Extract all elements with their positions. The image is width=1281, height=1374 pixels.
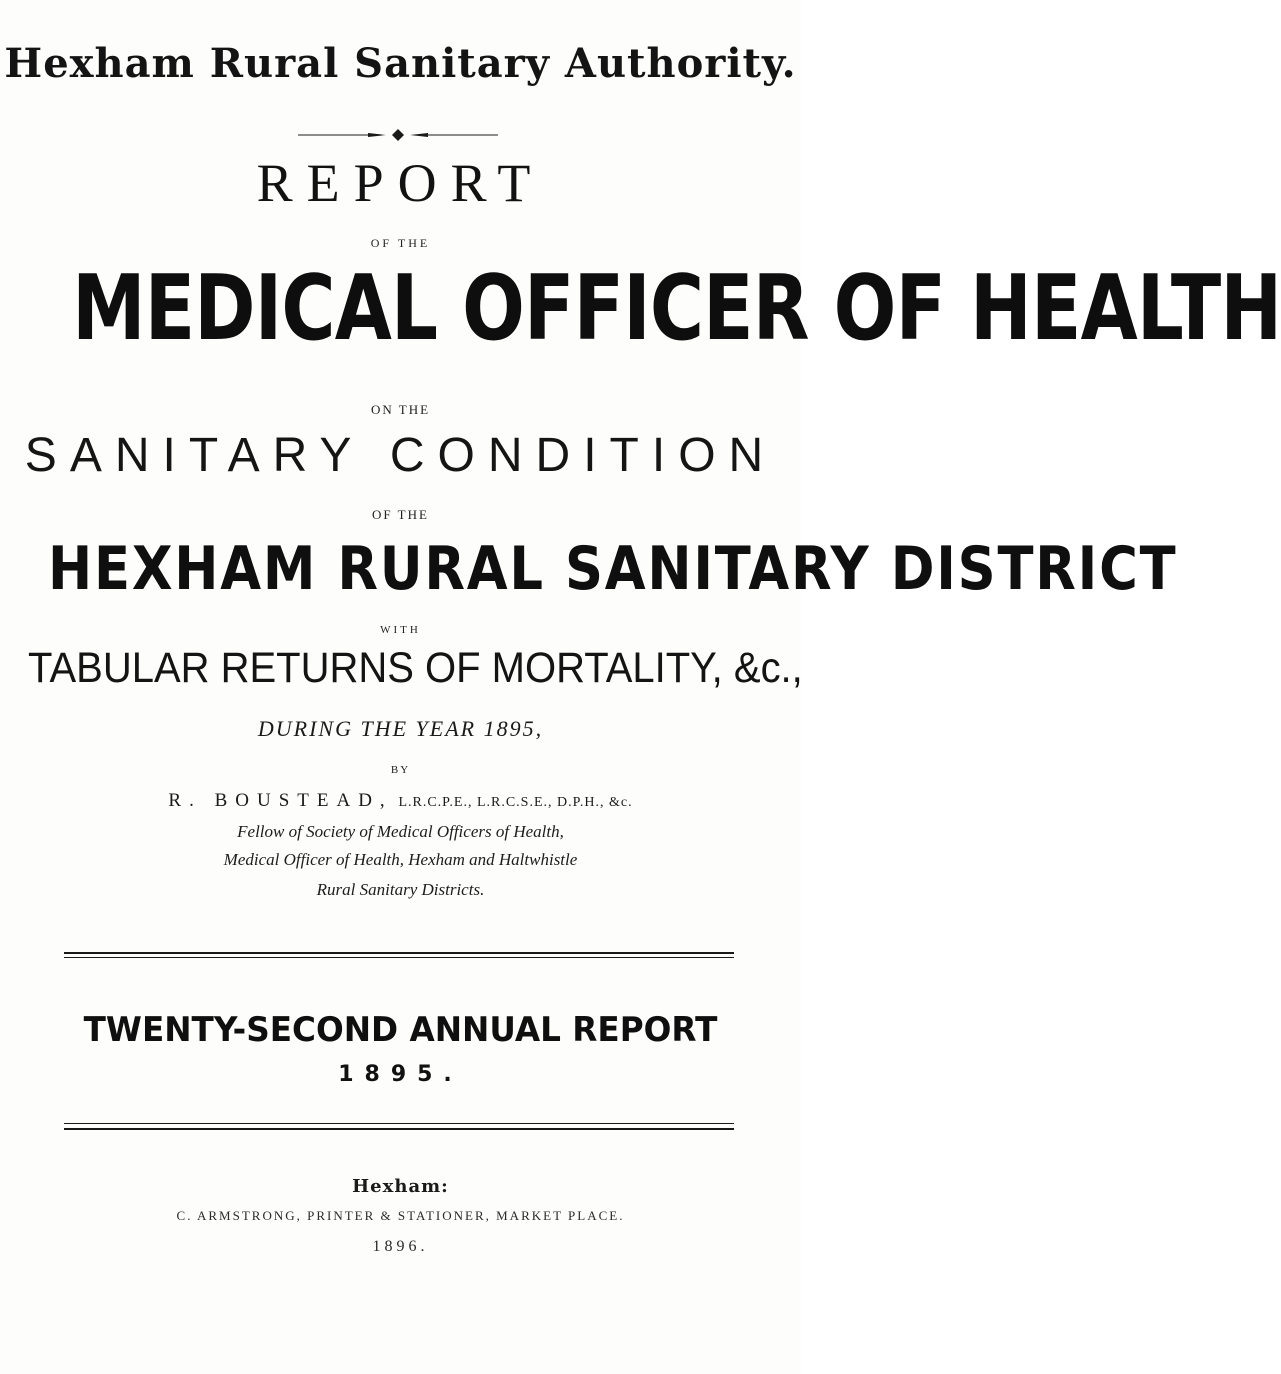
divider-rule (64, 1128, 734, 1130)
tabular-returns-heading: TABULAR RETURNS OF MORTALITY, &c., (28, 644, 803, 692)
officer-title: MEDICAL OFFICER OF HEALTH (72, 256, 1281, 361)
divider-rule (64, 952, 734, 954)
author-fellowship: Fellow of Society of Medical Officers of Health, (237, 822, 564, 841)
divider-rule (64, 957, 734, 958)
author-appointment: Medical Officer of Health, Hexham and Haltwhistle (223, 850, 578, 869)
ornament-divider-icon (298, 128, 498, 142)
report-year: 1895. (338, 1062, 463, 1087)
report-heading: REPORT (256, 153, 545, 213)
imprint-printer: C. ARMSTRONG, PRINTER & STATIONER, MARKET PLACE. (176, 1208, 625, 1223)
condition-heading: SANITARY CONDITION (24, 429, 777, 482)
author-districts: Rural Sanitary Districts. (316, 880, 485, 899)
with-label: WITH (380, 624, 421, 636)
author-line (0, 790, 801, 812)
of-the-label: OF THE (370, 236, 431, 250)
by-label: BY (390, 764, 411, 776)
annual-report-title: TWENTY-SECOND ANNUAL REPORT (83, 1010, 718, 1050)
district-heading: HEXHAM RURAL SANITARY DISTRICT (48, 534, 1178, 604)
imprint-place: Hexham: (352, 1176, 449, 1197)
author-name: R. BOUSTEAD, (168, 790, 393, 811)
during-year-line: DURING THE YEAR 1895, (257, 716, 544, 741)
of-the-label-2: OF THE (372, 507, 429, 522)
imprint-year: 1896. (372, 1238, 429, 1255)
authority-title: Hexham Rural Sanitary Authority. (4, 40, 797, 87)
author-qualifications: L.R.C.P.E., L.R.C.S.E., D.P.H., &c. (398, 795, 633, 810)
divider-rule (64, 1123, 734, 1124)
on-the-label: ON THE (370, 402, 431, 417)
